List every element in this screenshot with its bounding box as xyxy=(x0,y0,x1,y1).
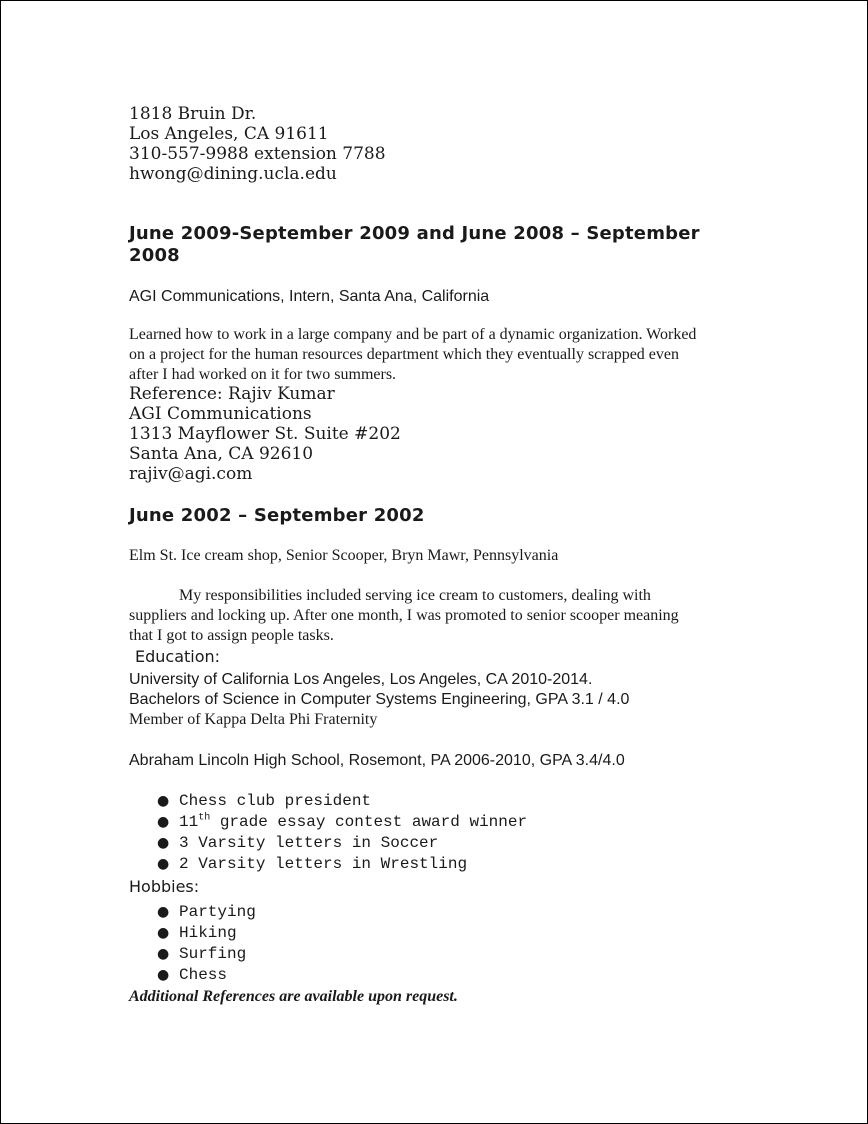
address-city: Los Angeles, CA 91611 xyxy=(129,124,329,144)
bullet-icon: ● xyxy=(157,925,170,941)
reference-name: Reference: Rajiv Kumar xyxy=(129,384,335,404)
list-item: ● Hiking xyxy=(157,924,237,942)
bullet-icon: ● xyxy=(157,835,170,851)
education-degree: Bachelors of Science in Computer Systems Engineering, GPA 3.1 / 4.0 xyxy=(129,691,630,708)
address-street: 1818 Bruin Dr. xyxy=(129,104,257,124)
job1-desc-line3: after I had worked on it for two summers. xyxy=(129,366,397,383)
address-block xyxy=(129,104,386,184)
list-item: ● Chess xyxy=(157,966,228,984)
reference-company: AGI Communications xyxy=(129,404,312,424)
hobbies-label: Hobbies: xyxy=(129,877,200,896)
hobbies-list xyxy=(129,902,256,986)
reference-city: Santa Ana, CA 92610 xyxy=(129,444,314,464)
list-item: ● Partying xyxy=(157,903,256,921)
job2-desc-line3: that I got to assign people tasks. xyxy=(129,627,334,644)
footer-note: Additional References are available upon request. xyxy=(129,988,458,1005)
address-email: hwong@dining.ucla.edu xyxy=(129,164,337,184)
education-label: Education: xyxy=(135,647,221,666)
job1-description xyxy=(129,325,696,385)
list-item: ● 3 Varsity letters in Soccer xyxy=(157,834,439,852)
reference-email: rajiv@agi.com xyxy=(129,464,253,484)
education-fraternity: Member of Kappa Delta Phi Fraternity xyxy=(129,711,378,728)
reference-street: 1313 Mayflower St. Suite #202 xyxy=(129,424,401,444)
job1-desc-line1: Learned how to work in a large company and be part of a dynamic organization. Worked xyxy=(129,326,697,343)
address-phone: 310-557-9988 extension 7788 xyxy=(129,144,386,164)
job1-reference xyxy=(129,384,401,484)
list-item: ● Chess club president xyxy=(157,792,372,810)
job2-title: Elm St. Ice cream shop, Senior Scooper, Bryn Mawr, Pennsylvania xyxy=(129,547,559,564)
job2-heading: June 2002 – September 2002 xyxy=(129,505,425,526)
job2-desc-line2: suppliers and locking up. After one month, I was promoted to senior scooper meaning xyxy=(129,607,679,624)
job1-heading-line2: 2008 xyxy=(129,245,180,266)
activities-list xyxy=(129,791,527,875)
bullet-icon: ● xyxy=(157,856,170,872)
bullet-icon: ● xyxy=(157,793,170,809)
bullet-icon: ● xyxy=(157,814,170,830)
job1-heading xyxy=(129,223,700,267)
list-item: ● 11th grade essay contest award winner xyxy=(157,812,528,831)
education-high-school: Abraham Lincoln High School, Rosemont, PA 2006-2010, GPA 3.4/4.0 xyxy=(129,752,625,769)
bullet-icon: ● xyxy=(157,946,170,962)
education-university: University of California Los Angeles, Los Angeles, CA 2010-2014. xyxy=(129,671,593,688)
job1-title: AGI Communications, Intern, Santa Ana, California xyxy=(129,288,490,305)
list-item: ● Surfing xyxy=(157,945,247,963)
job1-desc-line2: on a project for the human resources department which they eventually scrapped even xyxy=(129,346,680,363)
job2-desc-line1: My responsibilities included serving ice cream to customers, dealing with xyxy=(179,587,651,604)
list-item: ● 2 Varsity letters in Wrestling xyxy=(157,855,468,873)
bullet-icon: ● xyxy=(157,904,170,920)
bullet-icon: ● xyxy=(157,967,170,983)
job1-heading-line1: June 2009-September 2009 and June 2008 – September xyxy=(129,223,700,244)
job2-description xyxy=(129,586,679,646)
